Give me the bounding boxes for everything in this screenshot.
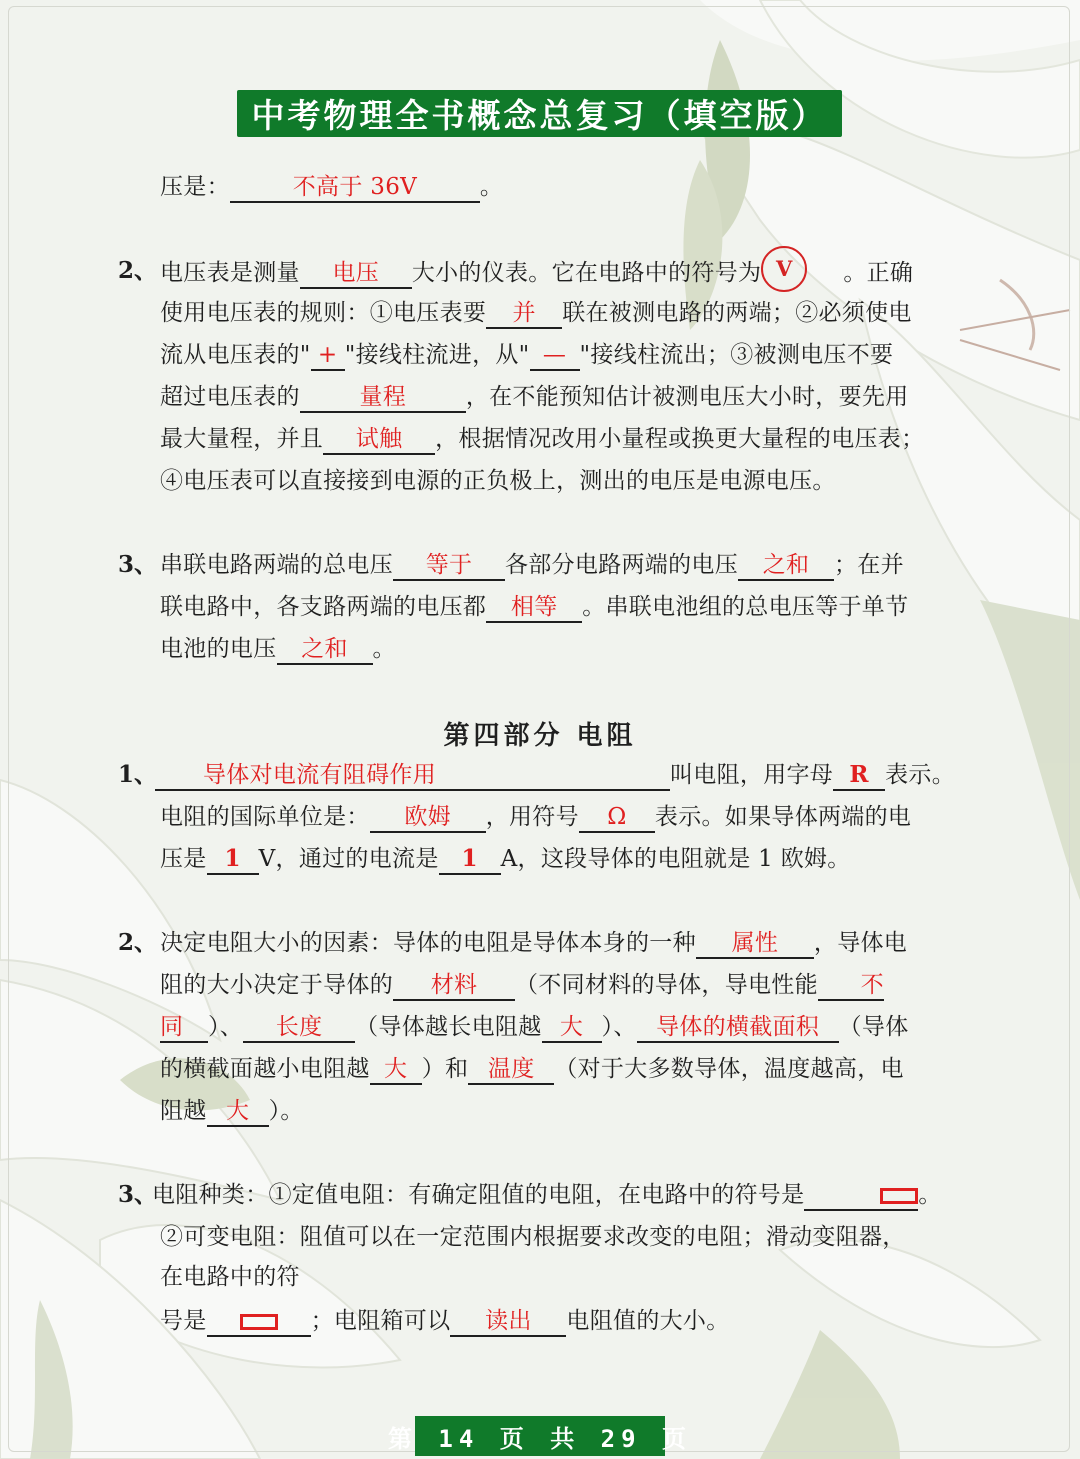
answer: + — [317, 342, 338, 368]
answer-blank — [439, 845, 501, 875]
answer-blank — [160, 1013, 208, 1043]
text: 电阻值的大小。 — [566, 1308, 730, 1334]
paragraph-line — [160, 382, 909, 413]
paragraph-line — [155, 760, 955, 791]
text: （导体越长电阻越 — [355, 1014, 542, 1040]
paragraph-line — [160, 970, 884, 1001]
answer: R — [849, 761, 869, 788]
answer-blank — [311, 341, 345, 371]
answer: 等于 — [425, 552, 473, 578]
paragraph-line — [160, 592, 908, 623]
answer: — — [542, 342, 567, 368]
text: 串联电路两端的总电压 — [160, 552, 393, 578]
text: 表示。如果导体两端的电 — [654, 804, 912, 830]
text: 各部分电路两端的电压 — [505, 552, 738, 578]
answer-blank — [370, 803, 486, 833]
paragraph-line — [160, 1012, 909, 1043]
text: 超过电压表的 — [160, 384, 300, 410]
paragraph-line — [160, 1096, 304, 1127]
answer: 同 — [160, 1014, 184, 1040]
answer: 量程 — [359, 384, 407, 410]
answer-blank — [323, 425, 435, 455]
rheostat-symbol — [240, 1314, 278, 1330]
text: ，用符号 — [485, 804, 579, 830]
answer: 导体对电流有阻碍作用 — [203, 762, 436, 788]
text: 联在被测电路的两端；②必须使电 — [562, 300, 912, 326]
answer-blank — [230, 173, 480, 203]
answer-blank — [486, 299, 562, 329]
voltmeter-symbol: V — [761, 246, 807, 292]
item-number: 3、 — [118, 551, 158, 578]
paragraph-line: ④电压表可以直接接到电源的正负极上，测出的电压是电源电压。 — [160, 468, 836, 494]
text: （对于大多数导体，温度越高，电 — [554, 1056, 904, 1082]
answer: 读出 — [485, 1308, 532, 1334]
answer-blank — [207, 1097, 269, 1127]
answer: 导体的横截面积 — [656, 1014, 820, 1040]
paragraph-line — [160, 256, 913, 292]
item-number: 3、 — [118, 1181, 158, 1208]
answer-blank — [530, 341, 580, 371]
text: 压是 — [160, 846, 207, 872]
text: ；在并 — [834, 552, 904, 578]
text: 。 — [372, 636, 396, 662]
text: 阻的大小决定于导体的 — [160, 972, 393, 998]
text: ）和 — [421, 1056, 469, 1082]
paragraph-line — [160, 1306, 730, 1337]
answer: 并 — [512, 300, 536, 326]
item-number: 1、 — [118, 761, 158, 788]
answer: 温度 — [488, 1056, 535, 1082]
answer: 大 — [384, 1056, 408, 1082]
answer-blank — [370, 1055, 422, 1085]
text: 电阻的国际单位是： — [160, 804, 370, 830]
text: 压是： — [160, 174, 230, 200]
text: 。正确 — [843, 260, 914, 286]
page-number-badge — [387, 1416, 693, 1456]
answer-blank — [300, 383, 466, 413]
item-number: 2、 — [118, 929, 158, 956]
answer: 试触 — [355, 426, 403, 452]
answer-blank — [277, 635, 373, 665]
text: A，这段导体的电阻就是 1 欧姆。 — [500, 846, 851, 872]
answer: 相等 — [510, 594, 558, 620]
text: ，根据情况改用小量程或换更大量程的电压表； — [435, 426, 925, 452]
paragraph-line — [160, 844, 851, 875]
text: 电阻种类：①定值电阻：有确定阻值的电阻，在电路中的符号是 — [152, 1182, 805, 1208]
text: "接线柱流出；③被测电压不要 — [579, 342, 894, 368]
paragraph-line — [160, 1054, 904, 1085]
paragraph-line — [152, 1180, 942, 1211]
answer-blank — [818, 971, 884, 1001]
answer-blank — [393, 971, 515, 1001]
text: 最大量程，并且 — [160, 426, 324, 452]
text: "接线柱流进，从" — [344, 342, 530, 368]
text: 号是 — [160, 1308, 207, 1334]
text: 联电路中，各支路两端的电压都 — [160, 594, 487, 620]
answer-blank — [207, 845, 259, 875]
paragraph-line — [160, 928, 907, 959]
text: ，在不能预知估计被测电压大小时，要先用 — [465, 384, 909, 410]
item-number: 2、 — [118, 257, 158, 284]
paragraph-line — [160, 802, 911, 833]
text: （导体 — [838, 1014, 909, 1040]
text: 电池的电压 — [160, 636, 277, 662]
page-number: 第 14 页 共 29 页 — [387, 1424, 693, 1453]
text: ）。 — [268, 1098, 304, 1124]
fragment-line — [160, 172, 503, 203]
answer-blank — [833, 761, 885, 791]
text: 电压表是测量 — [160, 260, 300, 286]
text: 阻越 — [160, 1098, 207, 1124]
answer: 欧姆 — [404, 804, 451, 830]
answer-blank — [243, 1013, 355, 1043]
text: ；电阻箱可以 — [310, 1308, 451, 1334]
answer: 材料 — [430, 972, 478, 998]
answer: 之和 — [301, 636, 348, 662]
answer: 属性 — [731, 930, 779, 956]
paragraph-line — [160, 298, 912, 329]
page-title: 中考物理全书概念总复习（填空版） — [251, 96, 828, 135]
paragraph-line: 在电路中的符 — [160, 1264, 300, 1290]
text: 表示。 — [885, 762, 956, 788]
paragraph-line: ②可变电阻：阻值可以在一定范围内根据要求改变的电阻；滑动变阻器， — [160, 1224, 906, 1250]
answer-blank — [450, 1307, 566, 1337]
answer-blank — [300, 259, 412, 289]
answer-blank — [804, 1181, 918, 1211]
text: 。 — [479, 174, 504, 200]
answer-blank — [637, 1013, 839, 1043]
text: ）、 — [601, 1014, 637, 1040]
title-banner — [237, 90, 842, 137]
answer-blank — [696, 929, 814, 959]
answer: 1 — [224, 845, 241, 872]
answer-blank — [155, 761, 670, 791]
answer: 长度 — [275, 1014, 323, 1040]
text: 决定电阻大小的因素：导体的电阻是导体本身的一种 — [160, 930, 696, 956]
fixed-resistor-symbol — [880, 1188, 918, 1204]
text: ）、 — [208, 1014, 244, 1040]
paragraph-line — [160, 340, 893, 371]
answer: 大 — [225, 1098, 250, 1124]
answer: 大 — [559, 1014, 584, 1040]
text: 流从电压表的" — [160, 342, 311, 368]
text: 大小的仪表。它在电路中的符号为 — [411, 260, 762, 286]
answer: 电压 — [332, 260, 380, 286]
answer-blank — [579, 803, 655, 833]
text: 的横截面越小电阻越 — [160, 1056, 370, 1082]
text: 。串联电池组的总电压等于单节 — [582, 594, 909, 620]
answer-blank — [486, 593, 582, 623]
answer-blank — [393, 551, 505, 581]
answer: 不高于 36V — [292, 174, 418, 200]
answer-blank — [738, 551, 834, 581]
text: V，通过的电流是 — [258, 846, 439, 872]
answer: 不 — [860, 972, 884, 998]
answer-blank — [542, 1013, 602, 1043]
answer-blank — [468, 1055, 554, 1085]
answer-blank — [207, 1307, 311, 1337]
answer: Ω — [607, 804, 627, 830]
text: 。 — [918, 1182, 942, 1208]
text: 叫电阻，用字母 — [670, 762, 834, 788]
paragraph-line — [160, 424, 924, 455]
answer: 之和 — [762, 552, 810, 578]
paragraph-line — [160, 634, 396, 665]
text: （不同材料的导体，导电性能 — [515, 972, 818, 998]
answer: 1 — [461, 845, 478, 872]
text: 使用电压表的规则：①电压表要 — [160, 300, 487, 326]
paragraph-line — [160, 550, 904, 581]
text: ，导体电 — [813, 930, 908, 956]
section-heading: 第四部分 电阻 — [443, 721, 637, 751]
